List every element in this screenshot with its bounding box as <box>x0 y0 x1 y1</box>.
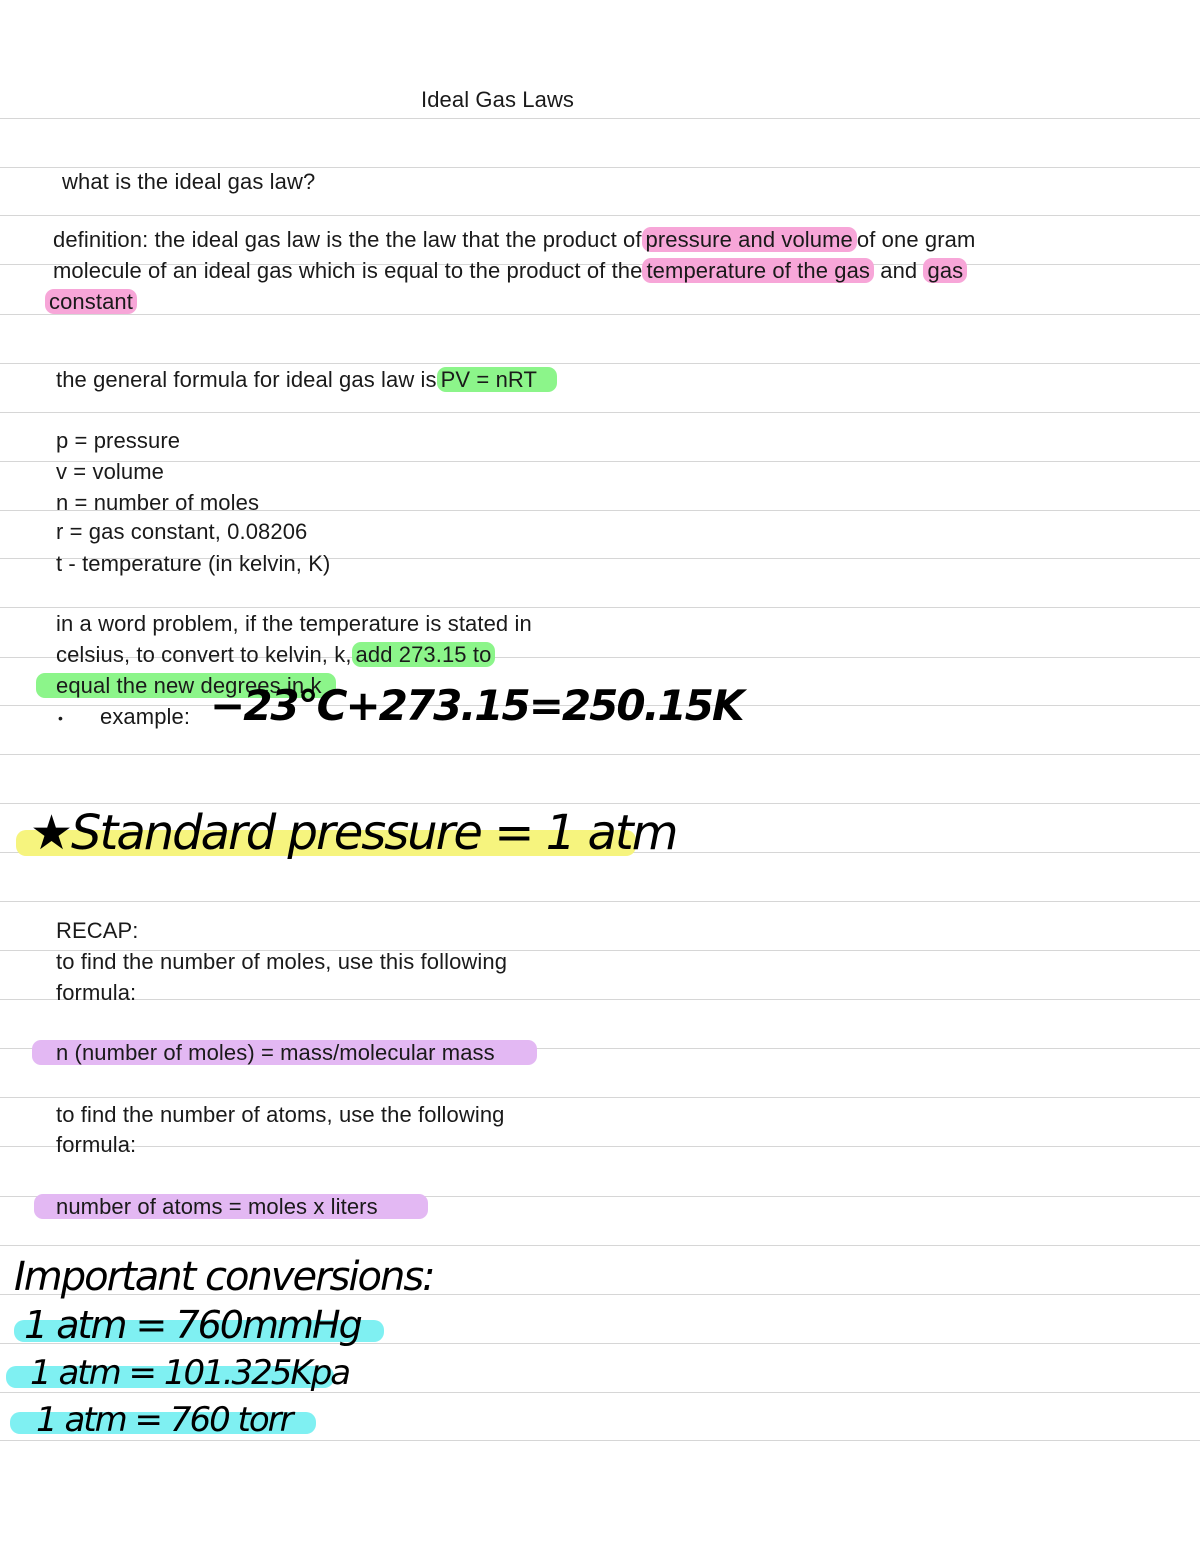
highlight-temperature: temperature of the gas <box>642 258 874 283</box>
recap-moles-line-1: to find the number of moles, use this following <box>56 949 508 974</box>
ruled-line <box>0 754 1200 755</box>
conversion-torr: 1 atm = 760 torr <box>36 1400 292 1440</box>
ruled-line <box>0 901 1200 902</box>
definition-line-3 <box>45 288 137 316</box>
formula-prefix: the general formula for ideal gas law is <box>56 367 437 392</box>
definition-text: of one gram <box>856 227 976 252</box>
page-title: Ideal Gas Laws <box>421 87 575 112</box>
definition-line-1 <box>53 226 975 254</box>
general-formula-line <box>56 366 557 394</box>
ruled-line <box>0 1097 1200 1098</box>
highlight-atoms-formula: number of atoms = moles x liters <box>34 1194 428 1219</box>
variable-moles: n = number of moles <box>56 490 260 515</box>
ruled-line <box>0 803 1200 804</box>
word-problem-line-2 <box>56 641 495 669</box>
definition-text: molecule of an ideal gas which is equal to the product of the <box>53 258 643 283</box>
example-label: example: <box>100 704 191 729</box>
example-handwritten: −23°C+273.15=250.15K <box>210 681 743 730</box>
definition-text: and <box>880 258 918 283</box>
word-problem-line-1: in a word problem, if the temperature is stated in <box>56 611 532 636</box>
ruled-line <box>0 1146 1200 1147</box>
recap-atoms-line-2: formula: <box>56 1132 137 1157</box>
word-problem-text: celsius, to convert to kelvin, k, <box>56 642 352 667</box>
ruled-line <box>0 363 1200 364</box>
highlight-moles-formula: n (number of moles) = mass/molecular mass <box>32 1040 537 1065</box>
ruled-line <box>0 1245 1200 1246</box>
recap-atoms-line-1: to find the number of atoms, use the following <box>56 1102 505 1127</box>
ruled-line <box>0 314 1200 315</box>
variable-volume: v = volume <box>56 459 164 484</box>
highlight-pressure-volume: pressure and volume <box>642 227 857 252</box>
ruled-line <box>0 215 1200 216</box>
ruled-line <box>0 118 1200 119</box>
highlight-add-27315: add 273.15 to <box>352 642 496 667</box>
recap-moles-formula-line <box>32 1039 537 1067</box>
variable-temperature: t - temperature (in kelvin, K) <box>56 551 331 576</box>
ruled-line <box>0 607 1200 608</box>
ruled-line <box>0 412 1200 413</box>
conversions-heading: Important conversions: <box>14 1254 434 1300</box>
ruled-line <box>0 1440 1200 1441</box>
conversion-mmhg: 1 atm = 760mmHg <box>24 1303 361 1347</box>
question-text: what is the ideal gas law? <box>62 169 316 194</box>
highlight-constant: constant <box>45 289 137 314</box>
recap-atoms-formula-line <box>34 1193 428 1221</box>
variable-pressure: p = pressure <box>56 428 181 453</box>
standard-pressure-note: ★Standard pressure = 1 atm <box>30 805 677 861</box>
variable-gas-constant: r = gas constant, 0.08206 <box>56 519 308 544</box>
recap-moles-line-2: formula: <box>56 980 137 1005</box>
highlight-new-degrees: equal the new degrees in k <box>36 673 336 698</box>
definition-text: definition: the ideal gas law is the the law that the product of <box>53 227 642 252</box>
ruled-line <box>0 461 1200 462</box>
recap-heading: RECAP: <box>56 918 139 943</box>
definition-line-2 <box>53 257 967 285</box>
ruled-line <box>0 999 1200 1000</box>
conversion-kpa: 1 atm = 101.325Kpa <box>30 1353 350 1393</box>
formula-highlight: PV = nRT <box>437 367 557 392</box>
bullet: • <box>58 710 64 726</box>
highlight-gas: gas <box>923 258 967 283</box>
